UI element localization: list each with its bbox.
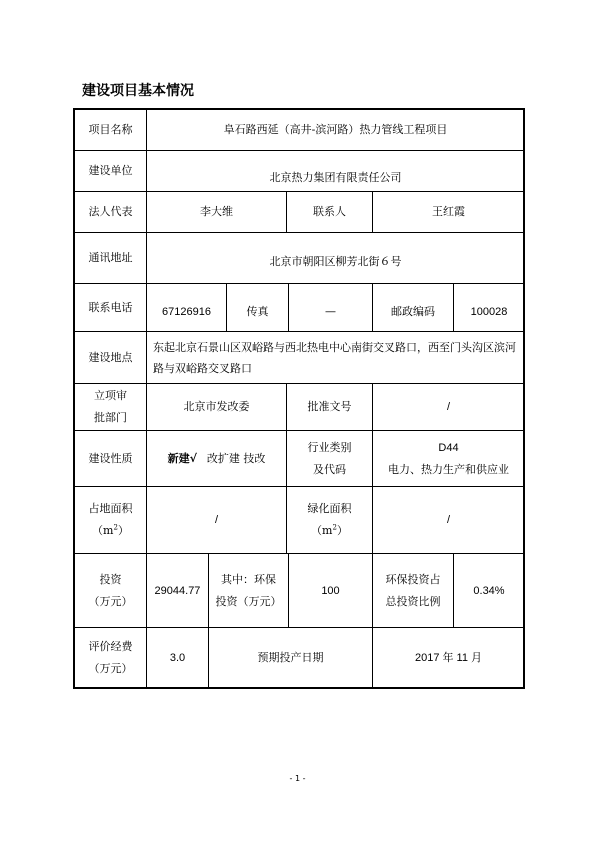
nature-label: 建设性质 <box>88 451 133 465</box>
green-area-label-line1: 绿化面积 <box>307 502 352 515</box>
industry-label <box>287 431 372 486</box>
investment-label <box>75 554 146 627</box>
address-value: 北京市朝阳区柳芳北街６号 <box>269 254 402 268</box>
page-number: - 1 - <box>289 774 306 783</box>
area-unit: $(m^2)$ <box>92 523 129 537</box>
env-ratio-label-line1: 环保投资占 <box>385 572 441 586</box>
approval-label-line1: 立项审 <box>94 389 127 402</box>
area-value: / <box>214 514 219 526</box>
approval-label-line2: 批部门 <box>94 411 127 424</box>
area-label-line1: 占地面积 <box>88 502 133 515</box>
assessment-label-line2: （万元） <box>88 662 133 675</box>
construction-unit-label: 建设单位 <box>88 164 133 177</box>
location-value: 东起北京石景山区双峪路与西北热电中心南街交叉路口，西至门头沟区滨河路与双峪路交叉路口 <box>153 340 516 375</box>
phone-value: 67126916 <box>162 305 211 318</box>
project-name-value: 阜石路西延（高井-滨河路）热力管线工程项目 <box>223 122 448 136</box>
investment-label-line1: 投资 <box>99 572 122 586</box>
industry-label-line1: 行业类别 <box>307 440 352 454</box>
approval-doc-value: / <box>446 401 451 413</box>
area-label <box>75 487 146 553</box>
industry-value <box>373 431 524 486</box>
legal-rep-value: 李大维 <box>200 205 233 218</box>
contact-label: 联系人 <box>313 205 346 218</box>
env-investment-label-line2: 投资（万元） <box>215 594 282 608</box>
fax-value: — <box>325 304 336 318</box>
production-date-label: 预期投产日期 <box>257 651 324 664</box>
green-area-unit: $(m^2)$ <box>311 523 348 537</box>
phone-label: 联系电话 <box>88 300 133 314</box>
construction-unit-value: 北京热力集团有限责任公司 <box>269 171 402 184</box>
approval-value: 北京市发改委 <box>183 400 250 413</box>
approval-doc-label: 批准文号 <box>307 400 352 413</box>
env-investment-label <box>209 554 288 627</box>
production-date-value: 2017 年 11 月 <box>414 652 483 664</box>
env-investment-value: 100 <box>321 584 340 597</box>
green-area-value: / <box>446 514 451 526</box>
industry-name: 电力、热力生产和供应业 <box>388 462 509 476</box>
assessment-label-line1: 评价经费 <box>88 640 133 653</box>
env-ratio-label-line2: 总投资比例 <box>385 594 441 608</box>
nature-new: 新建√ <box>167 451 197 465</box>
assessment-label <box>75 628 146 688</box>
section-heading: 建设项目基本情况 <box>82 83 194 99</box>
assessment-value: 3.0 <box>169 652 186 664</box>
location-label: 建设地点 <box>88 350 133 364</box>
address-label: 通讯地址 <box>88 251 133 264</box>
legal-rep-label: 法人代表 <box>88 205 133 218</box>
contact-value: 王红霞 <box>432 205 465 218</box>
env-ratio-label <box>373 554 453 627</box>
nature-others: 改扩建 技改 <box>206 451 266 465</box>
industry-label-line2: 及代码 <box>313 462 346 476</box>
nature-value <box>147 431 286 486</box>
env-investment-label-line1: 其中：环保 <box>221 572 276 586</box>
investment-value: 29044.77 <box>154 584 201 597</box>
project-name-label: 项目名称 <box>88 122 133 136</box>
investment-label-line2: （万元） <box>88 594 133 608</box>
env-ratio-value: 0.34% <box>473 584 505 597</box>
green-area-label <box>287 487 372 553</box>
postcode-value: 100028 <box>470 305 508 318</box>
industry-code: D44 <box>438 441 459 454</box>
postcode-label: 邮政编码 <box>391 304 435 318</box>
fax-label: 传真 <box>246 304 269 318</box>
approval-label <box>75 384 146 430</box>
